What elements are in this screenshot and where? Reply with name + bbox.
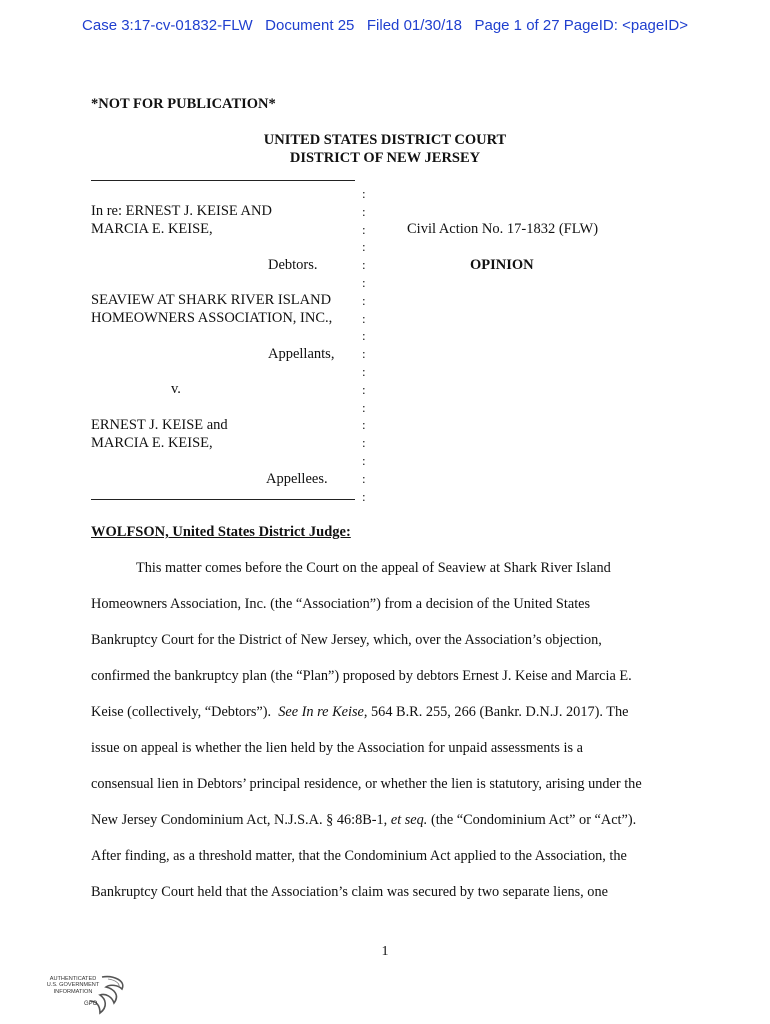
body-line: consensual lien in Debtors’ principal residence, or whether the lien is statutory, arising under the [91,776,642,792]
appellees-name-line2: MARCIA E. KEISE, [91,435,213,451]
body-line: Bankruptcy Court for the District of New Jersey, which, over the Association’s objection, [91,632,602,648]
body-line: Homeowners Association, Inc. (the “Association”) from a decision of the United States [91,596,591,612]
court-name: UNITED STATES DISTRICT COURT [263,132,507,148]
debtors-name-line1: In re: ERNEST J. KEISE AND [91,203,272,219]
debtors-name-line2: MARCIA E. KEISE, [91,221,213,237]
versus: v. [171,381,181,397]
appellants-name-line2: HOMEOWNERS ASSOCIATION, INC., [91,310,333,326]
body-line-statute: New Jersey Condominium Act, N.J.S.A. § 46:8B-1, et seq. (the “Condominium Act” or “Act”). [91,812,637,828]
gpo-mark: GPO [84,1001,98,1007]
court-district: DISTRICT OF NEW JERSEY [289,150,481,166]
case-number: Case 3:17-cv-01832-FLW [82,17,253,34]
eagle-icon [44,973,130,1015]
et-seq: et seq. [390,812,428,828]
page-number: 1 [381,944,389,959]
opinion-body [91,550,691,910]
debtors-role: Debtors. [268,257,318,273]
case-citation: See In re Keise [278,704,364,720]
judge-heading: WOLFSON, United States District Judge: [91,524,351,540]
caption-colon-column: : : : : : : : : : : : : : : : : : : [362,186,366,504]
page-info: Page 1 of 27 PageID: <pageID> [474,17,688,34]
body-line: This matter comes before the Court on the appeal of Seaview at Shark River Island [136,560,611,576]
appellants-role: Appellants, [268,346,335,362]
appellants-name-line1: SEAVIEW AT SHARK RIVER ISLAND [91,292,332,308]
filed-date: Filed 01/30/18 [366,17,462,34]
appellees-name-line1: ERNEST J. KEISE and [91,417,228,433]
gpo-logo-text: AUTHENTICATED U.S. GOVERNMENT INFORMATION [46,976,100,995]
body-line: issue on appeal is whether the lien held by the Association for unpaid assessments is a [91,740,583,756]
case-header [0,17,770,34]
caption-bottom-rule [91,499,355,500]
body-line-citation: Keise (collectively, “Debtors”). See In re Keise, 564 B.R. 255, 266 (Bankr. D.N.J. 2017). The [91,704,629,720]
body-line: After finding, as a threshold matter, that the Condominium Act applied to the Association, the [91,848,627,864]
appellees-role: Appellees. [266,471,328,487]
caption-top-rule [91,180,355,181]
body-line: confirmed the bankruptcy plan (the “Plan”) proposed by debtors Ernest J. Keise and Marcia E. [91,668,632,684]
gpo-authentication-logo [44,973,130,1015]
document-type: OPINION [470,257,534,273]
body-line: Bankruptcy Court held that the Association’s claim was secured by two separate liens, one [91,884,608,900]
civil-action-number: Civil Action No. 17-1832 (FLW) [407,221,599,237]
publication-note: *NOT FOR PUBLICATION* [91,96,276,112]
document-number: Document 25 [265,17,355,34]
